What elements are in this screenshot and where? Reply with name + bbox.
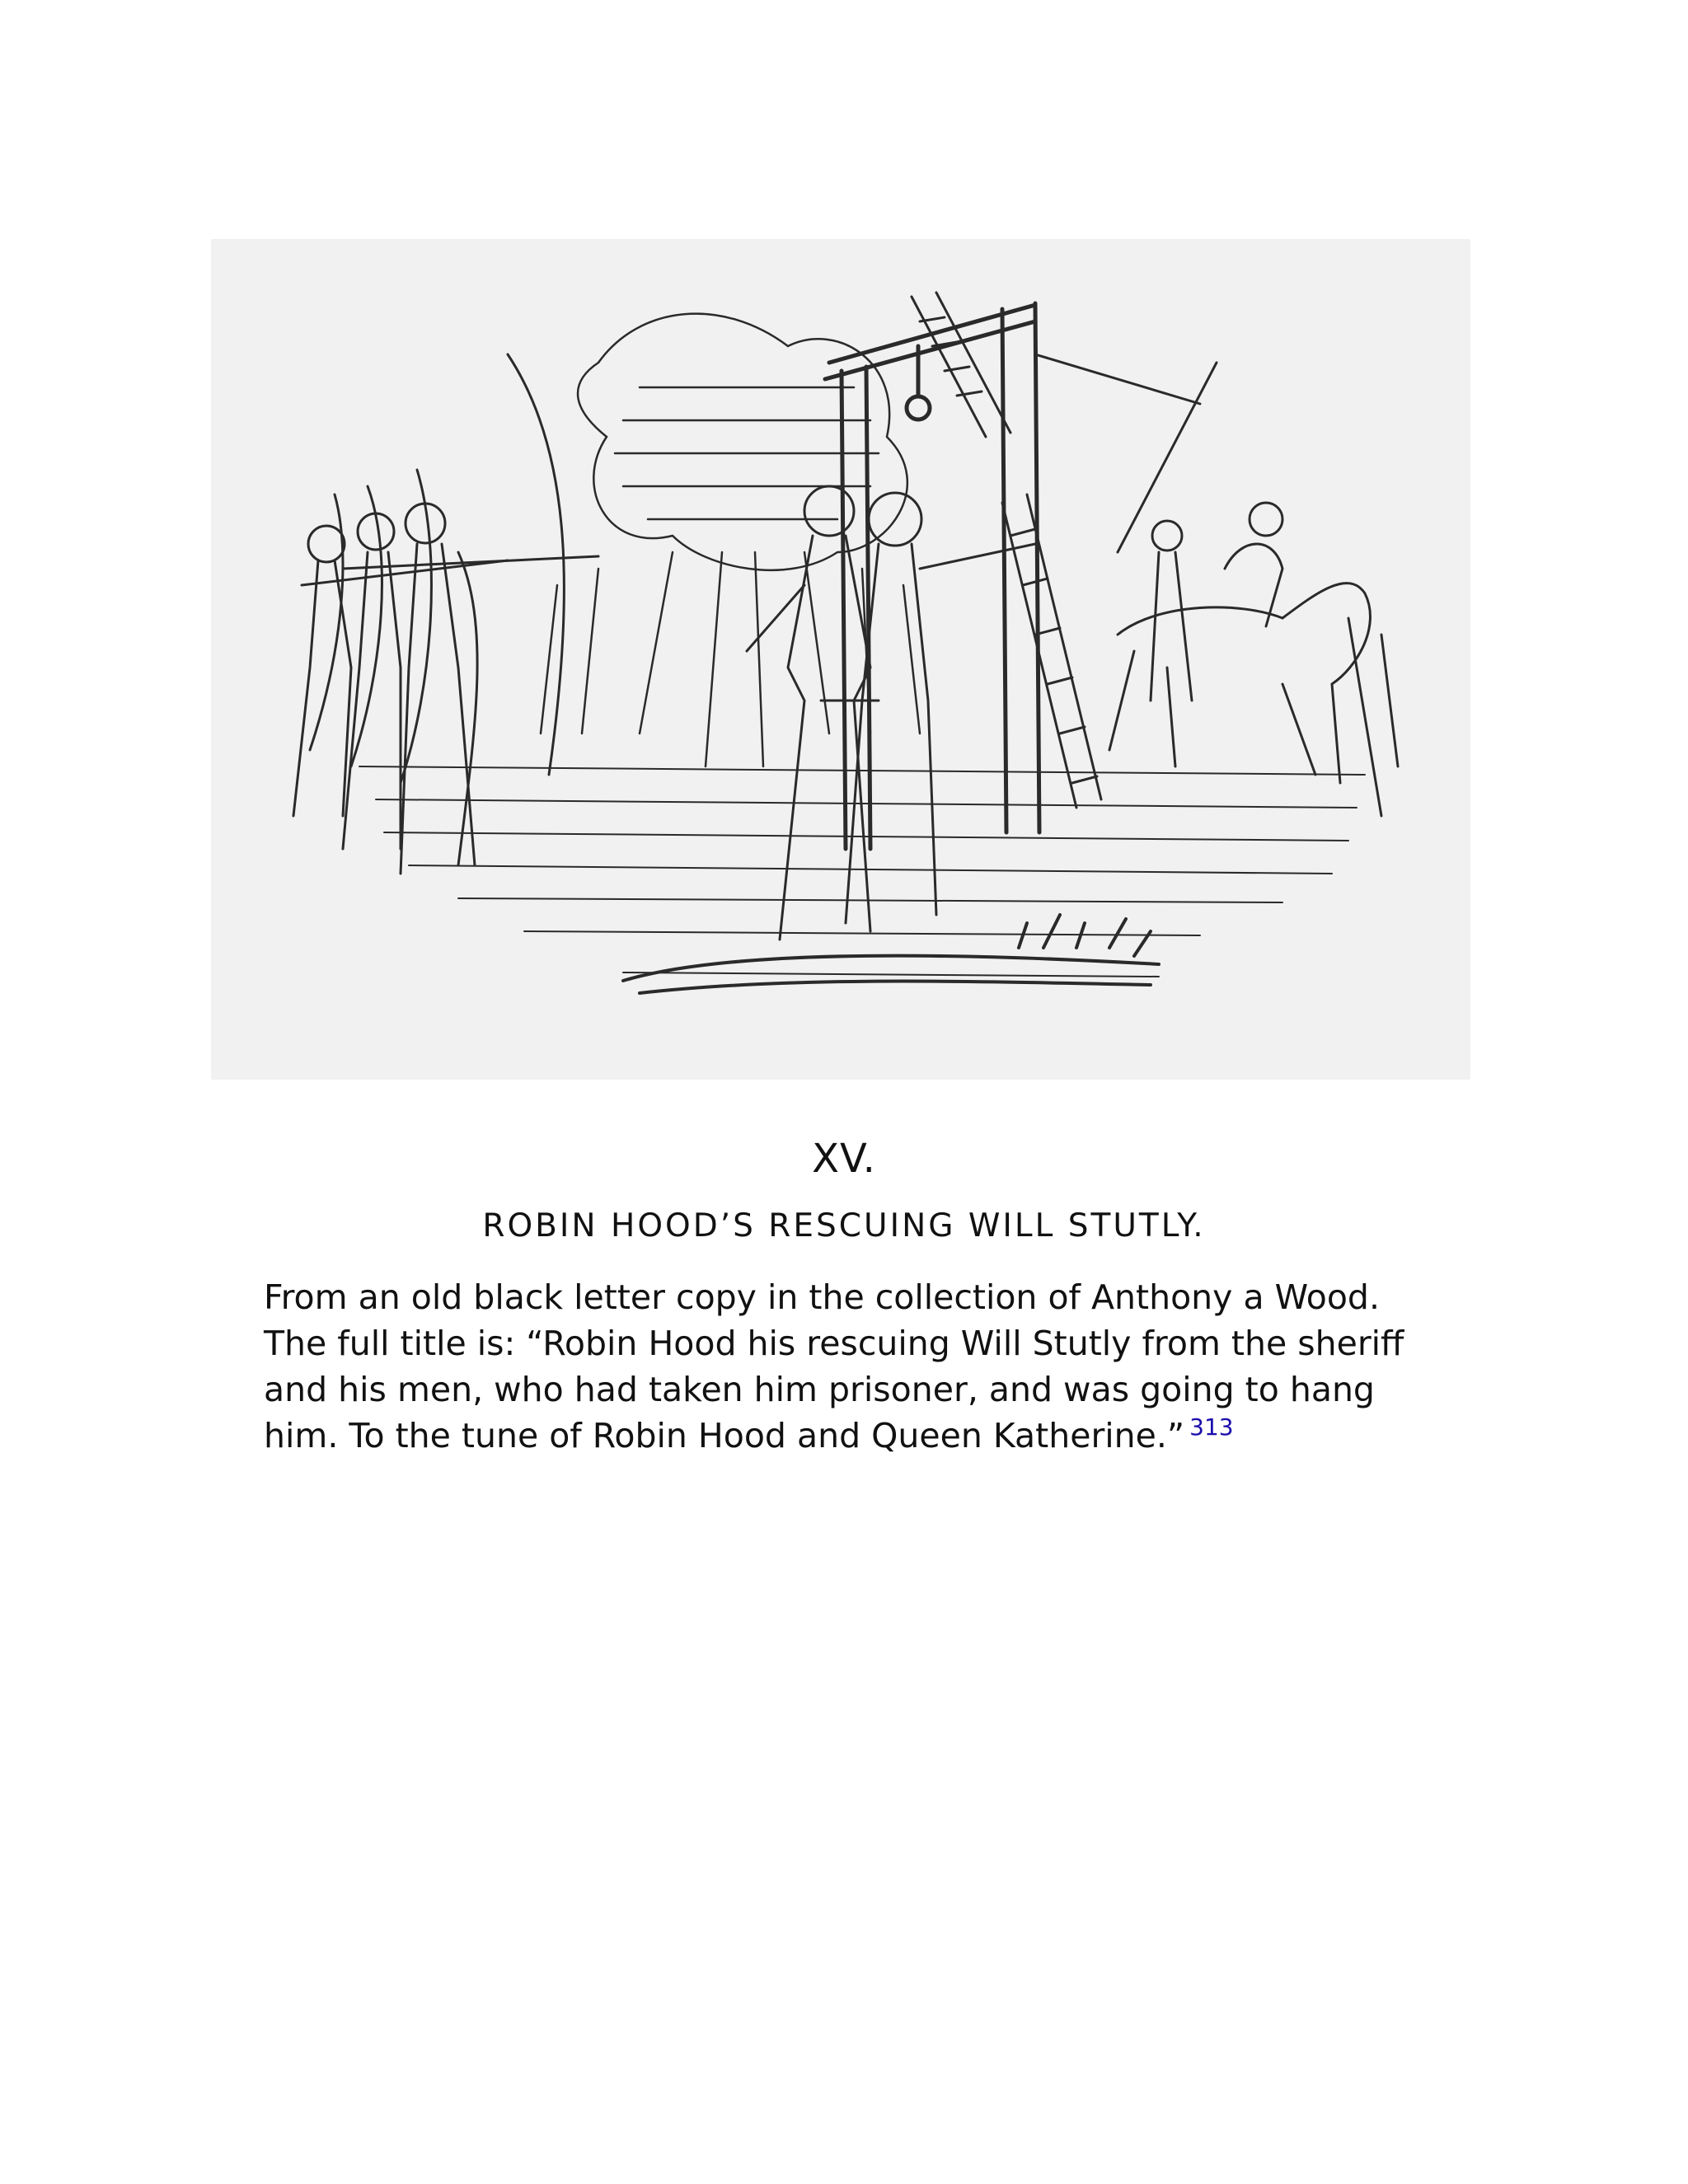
intro-paragraph xyxy=(264,1274,1434,1459)
illustration-svg xyxy=(211,239,1470,1080)
archers-group xyxy=(293,354,598,874)
chapter-title: ROBIN HOOD’S RESCUING WILL STUTLY. xyxy=(482,1207,1206,1244)
central-figures xyxy=(747,486,1035,940)
footnote-link[interactable]: 313 xyxy=(1189,1413,1234,1441)
chapter-number: XV. xyxy=(812,1136,876,1182)
foreground-grass xyxy=(623,915,1159,993)
ground-hatching xyxy=(359,766,1365,977)
intro-text: From an old black letter copy in the collection of Anthony a Wood. The full title is: “Robin Hood his rescuing Will Stutly from the sheriff and his men, who had taken him prisoner, and was going to hang him. To the tune of Robin Hood and Queen Katherine.” xyxy=(264,1277,1404,1455)
woodcut-illustration xyxy=(211,239,1470,1080)
horsemen xyxy=(1035,354,1398,816)
